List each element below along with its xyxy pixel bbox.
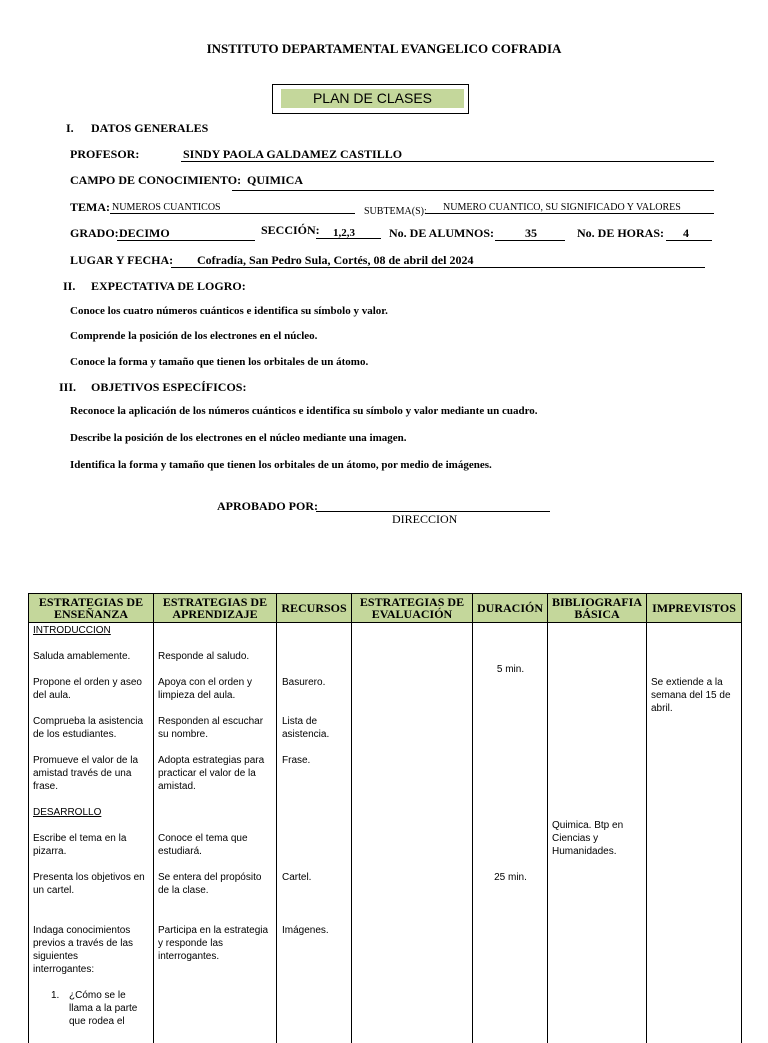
grado-underline bbox=[117, 240, 255, 241]
aprendizaje-item: Responden al escuchar su nombre. bbox=[158, 715, 264, 741]
plan-table bbox=[28, 593, 742, 1043]
profesor-value: SINDY PAOLA GALDAMEZ CASTILLO bbox=[183, 147, 402, 162]
col-header-imprevistos: IMPREVISTOS bbox=[647, 594, 742, 623]
objetivo-item: Describe la posición de los electrones en el núcleo mediante una imagen. bbox=[70, 432, 407, 444]
ensenanza-item: Presenta los objetivos en un cartel. bbox=[33, 871, 149, 897]
alumnos-value: 35 bbox=[525, 226, 537, 241]
subtema-label: SUBTEMA(S): bbox=[364, 206, 427, 217]
aprendizaje-item: Conoce el tema que estudiará. bbox=[158, 832, 258, 858]
list-number: 1. bbox=[51, 989, 71, 1002]
aprendizaje-item: Adopta estrategias para practicar el valor de la amistad. bbox=[158, 754, 274, 793]
recurso-item: Cartel. bbox=[282, 871, 348, 884]
horas-underline bbox=[666, 240, 712, 241]
duracion-item: 5 min. bbox=[473, 663, 548, 676]
alumnos-label: No. DE ALUMNOS: bbox=[389, 226, 494, 241]
table-header-row bbox=[29, 594, 742, 623]
expectativa-item: Conoce los cuatro números cuánticos e identifica su símbolo y valor. bbox=[70, 305, 388, 317]
plan-title: PLAN DE CLASES bbox=[281, 89, 464, 108]
col-header-ensenanza: ESTRATEGIAS DE ENSEÑANZA bbox=[29, 594, 154, 623]
aprendizaje-item: Participa en la estrategia y responde las interrogantes. bbox=[158, 924, 274, 963]
section-ii-title: EXPECTATIVA DE LOGRO: bbox=[91, 279, 246, 294]
plan-title-box bbox=[272, 84, 469, 114]
ensenanza-item: Promueve el valor de la amistad través de una frase. bbox=[33, 754, 149, 793]
section-i-num: I. bbox=[66, 121, 74, 136]
campo-label: CAMPO DE CONOCIMIENTO: bbox=[70, 173, 241, 188]
cell-duracion bbox=[473, 623, 548, 1043]
seccion-label: SECCIÓN: bbox=[261, 223, 320, 238]
recurso-item: Frase. bbox=[282, 754, 348, 767]
aprobado-sub: DIRECCION bbox=[392, 512, 457, 527]
aprendizaje-item: Se entera del propósito de la clase. bbox=[158, 871, 270, 897]
section-iii-title: OBJETIVOS ESPECÍFICOS: bbox=[91, 380, 246, 395]
col-header-aprendizaje: ESTRATEGIAS DE APRENDIZAJE bbox=[154, 594, 277, 623]
expectativa-item: Conoce la forma y tamaño que tienen los orbitales de un átomo. bbox=[70, 356, 368, 368]
aprendizaje-item: Apoya con el orden y limpieza del aula. bbox=[158, 676, 266, 702]
profesor-label: PROFESOR: bbox=[70, 147, 139, 162]
section-ii-num: II. bbox=[63, 279, 75, 294]
cell-imprevistos bbox=[647, 623, 742, 1043]
lugar-value: Cofradía, San Pedro Sula, Cortés, 08 de abril del 2024 bbox=[197, 253, 473, 268]
subtema-underline bbox=[425, 213, 714, 214]
bibliografia-text: Quimica. Btp en Ciencias y Humanidades. bbox=[552, 819, 636, 858]
table-row bbox=[29, 623, 742, 1043]
institution-title: INSTITUTO DEPARTAMENTAL EVANGELICO COFRADIA bbox=[0, 41, 768, 57]
cell-evaluacion bbox=[352, 623, 473, 1043]
seccion-value: 1,2,3 bbox=[333, 227, 355, 239]
grado-label: GRADO: bbox=[70, 226, 119, 241]
desarrollo-heading: DESARROLLO bbox=[33, 806, 151, 819]
ensenanza-item: Saluda amablemente. bbox=[33, 650, 151, 663]
section-iii-num: III. bbox=[59, 380, 76, 395]
lugar-underline bbox=[171, 267, 705, 268]
objetivo-item: Identifica la forma y tamaño que tienen los orbitales de un átomo, por medio de imágenes. bbox=[70, 459, 492, 471]
tema-value: NUMEROS CUANTICOS bbox=[112, 202, 221, 213]
ensenanza-item: Propone el orden y aseo del aula. bbox=[33, 676, 149, 702]
lugar-label: LUGAR Y FECHA: bbox=[70, 253, 173, 268]
recurso-item: Lista de asistencia. bbox=[282, 715, 342, 741]
grado-value: DECIMO bbox=[119, 226, 170, 241]
col-header-bibliografia: BIBLIOGRAFIA BÁSICA bbox=[548, 594, 647, 623]
cell-ensenanza bbox=[29, 623, 154, 1043]
objetivo-item: Reconoce la aplicación de los números cuánticos e identifica su símbolo y valor mediante un cuadro. bbox=[70, 405, 538, 417]
campo-underline bbox=[232, 190, 714, 191]
col-header-recursos: RECURSOS bbox=[277, 594, 352, 623]
horas-value: 4 bbox=[683, 226, 689, 241]
expectativa-item: Comprende la posición de los electrones en el núcleo. bbox=[70, 330, 317, 342]
subtema-value: NUMERO CUANTICO, SU SIGNIFICADO Y VALORES bbox=[443, 202, 681, 213]
list-item: ¿Cómo se le llama a la parte que rodea el bbox=[69, 989, 145, 1028]
campo-value: QUIMICA bbox=[247, 173, 303, 188]
section-i-title: DATOS GENERALES bbox=[91, 121, 208, 136]
recurso-item: Imágenes. bbox=[282, 924, 348, 937]
tema-underline bbox=[110, 213, 355, 214]
tema-label: TEMA: bbox=[70, 200, 110, 215]
alumnos-underline bbox=[495, 240, 565, 241]
imprevistos-text: Se extiende a la semana del 15 de abril. bbox=[651, 676, 737, 715]
horas-label: No. DE HORAS: bbox=[577, 226, 664, 241]
duracion-item: 25 min. bbox=[473, 871, 548, 884]
ensenanza-item: Indaga conocimientos previos a través de las siguientes interrogantes: bbox=[33, 924, 137, 976]
ensenanza-item: Comprueba la asistencia de los estudiantes. bbox=[33, 715, 149, 741]
recurso-item: Basurero. bbox=[282, 676, 348, 689]
col-header-duracion: DURACIÓN bbox=[473, 594, 548, 623]
aprobado-label: APROBADO POR: bbox=[217, 499, 318, 514]
introduccion-heading: INTRODUCCION bbox=[33, 624, 151, 637]
aprendizaje-item: Responde al saludo. bbox=[158, 650, 274, 663]
cell-recursos bbox=[277, 623, 352, 1043]
profesor-underline bbox=[181, 161, 714, 162]
col-header-evaluacion: ESTRATEGIAS DE EVALUACIÓN bbox=[352, 594, 473, 623]
cell-bibliografia bbox=[548, 623, 647, 1043]
seccion-underline bbox=[316, 238, 381, 239]
ensenanza-item: Escribe el tema en la pizarra. bbox=[33, 832, 141, 858]
cell-aprendizaje bbox=[154, 623, 277, 1043]
